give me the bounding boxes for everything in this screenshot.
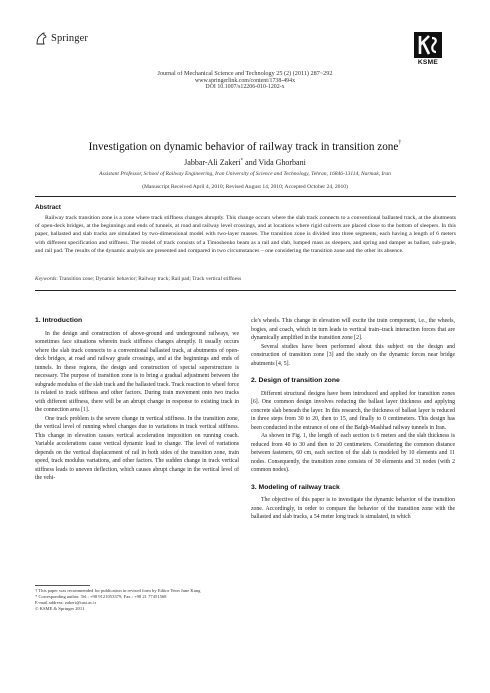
- ksme-label: KSME: [417, 59, 439, 66]
- intro-paragraph-3: Several studies have been performed about this subject on the design and construction of transition zone [3] and the study on the dynamic forces near bridge abutments [4, 5].: [251, 343, 455, 367]
- author-1: Jabbar-Ali Zakeri: [184, 158, 241, 167]
- keywords-list: : Transition zone; Dynamic behavior; Railway track; Rail pad; Track vertical stiffness: [56, 276, 242, 282]
- keywords: [35, 276, 456, 282]
- paper-title: [0, 140, 490, 153]
- authors: [0, 158, 490, 167]
- footnotes: [35, 588, 239, 612]
- footnote-email: E-mail address: zakeri@iust.ac.ir: [35, 600, 97, 606]
- right-column: [251, 317, 455, 522]
- abstract-text: Railway track transition zone is a zone where track stiffness changes abruptly. This change occurs where the slab track connects to a conventional ballasted track, at the abutments of open-deck bridges, at the beginnings and ends of tunnels, at road and railway level crossings, and at locations where rigid culverts are placed close to the bottom of sleepers. In this paper, ballasted and slab tracks are simulated by two-dimensional model with two-layer masses. The transition zone is divided into three segments, each having a length of 6 meters with different specification and stiffness. The model of track consists of a Timoshenko beam as a rail and slab, lumped mass as sleepers, and spring and damper as ballast, sub-grade, and rail pad. The results of the dynamic analysis are presented and compared in two circumstances – one considering the transition zone and the other its absence.: [35, 215, 456, 254]
- abstract-heading: Abstract: [35, 204, 61, 211]
- top-rule: [35, 196, 456, 197]
- left-column: [35, 317, 239, 483]
- journal-citation: Journal of Mechanical Science and Technology 25 (2) (2011) 287~292: [157, 70, 333, 77]
- footnote-editor: † This paper was recommended for publication in revised form by Editor Yeon June Kang: [35, 588, 201, 593]
- springer-logo: [35, 32, 88, 45]
- design-heading: 2. Design of transition zone: [251, 377, 340, 384]
- intro-paragraph-2: One track problem is the severe change in vertical stiffness. In the transition zone, the vertical level of running wheel changes due to variations in track vertical stiffness. This change in elevation causes vertical acceleration imposition on running coach. Variable accelerations cause vertical dynamic load to change. The level of variations depends on the vertical displacement of rail in both sides of the transition zone, train speed, track modulus variations, and other factors. The sudden change in track vertical stiffness leads to uneven deflection, which causes abrupt change in the vertical level of the vehi-: [35, 415, 239, 481]
- publisher-name: Springer: [51, 33, 88, 44]
- corresponding-mark: *: [240, 158, 244, 164]
- journal-url: www.springerlink.com/content/1738-494x: [194, 77, 296, 84]
- abstract-rule: [35, 290, 456, 291]
- springer-horse-icon: [35, 32, 47, 45]
- design-paragraph-1: Different structural designs have been introduced and applied for transition zones [6]. One common design involves reducing the ballast layer thickness and applying concrete slab beneath the layer. In this research, the thickness of ballast layer is reduced in three steps from 30 to 20, then to 15, and finally to 0 centimeters. This design has been conducted in the entrance of one of the Bafgh-Mashhad railway tunnels in Iran.: [251, 390, 455, 431]
- design-paragraph-2: As shown in Fig. 1, the length of each section is 6 meters and the slab thickness is reduced from 40 to 30 and then to 20 centimeters. Considering the common distance between fasteners, 60 cm, each section of the slab is modeled by 10 elements and 11 nodes. Consequently, the transition zone consists of 30 elements and 31 nodes (with 2 common nodes).: [251, 433, 455, 473]
- modeling-heading: 3. Modeling of railway track: [251, 483, 340, 491]
- intro-paragraph-1: In the design and construction of above-ground and underground railways, we sometimes face situations wherein track stiffness changes abruptly. It usually occurs where the slab track connects to a conventional ballasted track, at abutments of open-deck bridges, at road and railway grade crossings, and at the beginnings and ends of tunnels. In these regions, the design and construction of special superstructure is necessary. The purpose of transition zone is to bring a gradual adjustment between the subgrade modulus of the slab track and the ballasted track. Track reaction to wheel force is related to track stiffness and other factors. During train movement onto two tracks with different stiffness, there will be an abrupt change in response to existing track in the connection area [1].: [35, 330, 239, 413]
- ksme-logo: [414, 32, 442, 66]
- title-footnote-mark: †: [398, 140, 402, 146]
- journal-doi: DOI 10.1007/s12206-010-1202-x: [205, 84, 285, 91]
- intro-paragraph-2-continued: cle's wheels. This change in elevation will excite the train component, i.e., the wheels, bogies, and coach, which in turn leads to vertical train–track interaction forces that are dynamically amplified in the transition zone [2].: [251, 318, 455, 341]
- manuscript-dates: (Manuscript Received April 4, 2010; Revised August 14, 2010; Accepted October 24, 2010): [142, 184, 348, 190]
- modeling-paragraph-1: The objective of this paper is to investigate the dynamic behavior of the transition zone. Accordingly, in order to compare the behavior of the transition zone with the ballasted and slab tracks, a 54 meter long track is simulated, in which: [251, 497, 455, 520]
- author-2: and Vida Ghorbani: [243, 158, 306, 167]
- footnote-rule: [35, 585, 90, 586]
- ksme-emblem-icon: [414, 32, 442, 58]
- footnote-corresponding: * Corresponding author. Tel.: +98 9121053379, Fax.: +98 21 77451568: [35, 594, 167, 600]
- footnote-copyright: © KSME & Springer 2011: [35, 606, 85, 612]
- affiliation: Assistant Professor, School of Railway Engineering, Iran University of Science and Technology, Tehran, 16846-13114, Narmak, Iran: [99, 171, 391, 177]
- intro-heading: 1. Introduction: [35, 317, 83, 324]
- journal-info: [0, 71, 490, 91]
- title-text: Investigation on dynamic behavior of railway track in transition zone: [88, 141, 399, 153]
- keywords-label: Keywords: [35, 276, 57, 282]
